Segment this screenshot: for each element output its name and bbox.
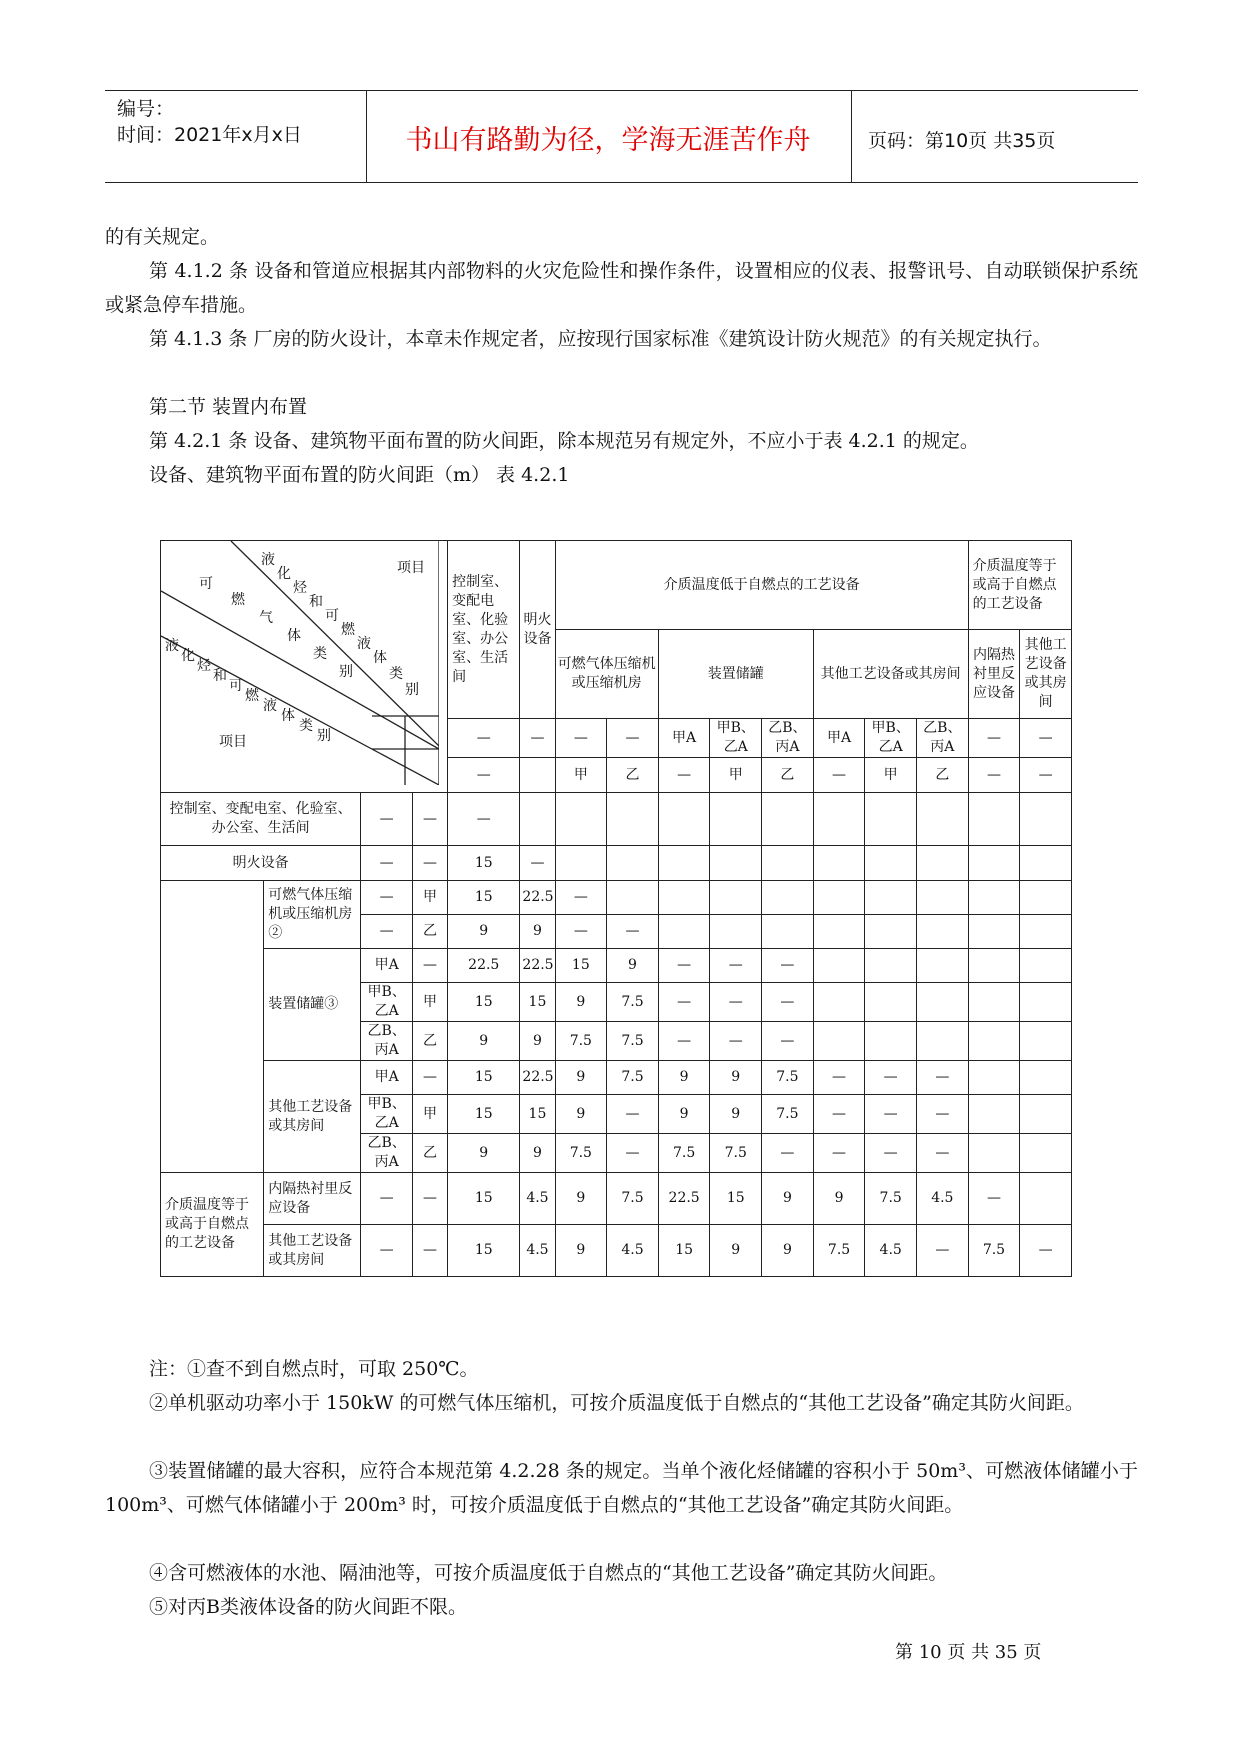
row-1-class-b: — — [413, 846, 448, 881]
row-6-value-4: — — [658, 1022, 710, 1061]
table-grid — [160, 540, 1072, 1277]
row-sub-11: 其他工艺设备或其房间 — [264, 1225, 361, 1277]
row-4-value-6: — — [762, 949, 814, 983]
row-11-value-11: — — [1020, 1225, 1072, 1277]
row-3-value-0: 9 — [448, 915, 520, 949]
corner-diag-b1: 化 — [277, 566, 291, 582]
row-11-class-b: — — [413, 1225, 448, 1277]
row-sub-2: 可燃气体压缩机或压缩机房② — [264, 881, 361, 949]
row-4-value-2: 15 — [555, 949, 607, 983]
corner-diag-c5: 燃 — [245, 688, 259, 704]
row-1-value-10 — [968, 846, 1020, 881]
corner-diag-a4: 类 — [313, 646, 327, 662]
row-1-value-1: — — [520, 846, 555, 881]
row-9-value-0: 9 — [448, 1134, 520, 1173]
row-4-value-4: — — [658, 949, 710, 983]
row-6-value-1: 9 — [520, 1022, 555, 1061]
row-3-value-1: 9 — [520, 915, 555, 949]
row-4-class-a: 甲A — [361, 949, 413, 983]
header-class-b-8: 甲 — [865, 758, 917, 793]
row-7-value-10 — [968, 1061, 1020, 1095]
row-0-value-4 — [658, 793, 710, 846]
row-10-value-10: — — [968, 1173, 1020, 1225]
row-2-value-6 — [762, 881, 814, 915]
row-10-class-a: — — [361, 1173, 413, 1225]
row-sub-10: 内隔热衬里反应设备 — [264, 1173, 361, 1225]
corner-diag-c6: 液 — [263, 698, 277, 714]
row-8-value-7: — — [813, 1095, 865, 1134]
row-2-value-0: 15 — [448, 881, 520, 915]
row-7-value-5: 9 — [710, 1061, 762, 1095]
header-class-a-2: — — [555, 719, 607, 758]
row-5-value-4: — — [658, 983, 710, 1022]
row-9-class-b: 乙 — [413, 1134, 448, 1173]
row-10-value-1: 4.5 — [520, 1173, 555, 1225]
row-3-value-11 — [1020, 915, 1072, 949]
header-class-a-8: 甲B、乙A — [865, 719, 917, 758]
row-10-value-6: 9 — [762, 1173, 814, 1225]
row-10-value-0: 15 — [448, 1173, 520, 1225]
header-divider-right — [851, 90, 852, 182]
row-2-value-5 — [710, 881, 762, 915]
row-4-value-0: 22.5 — [448, 949, 520, 983]
corner-diag-c4: 可 — [229, 678, 243, 694]
row-0-value-9 — [917, 793, 969, 846]
row-9-value-2: 7.5 — [555, 1134, 607, 1173]
row-4-value-11 — [1020, 949, 1072, 983]
row-3-value-10 — [968, 915, 1020, 949]
header-class-a-7: 甲A — [813, 719, 865, 758]
header-bottom-rule — [105, 182, 1138, 183]
row-10-value-2: 9 — [555, 1173, 607, 1225]
row-2-value-11 — [1020, 881, 1072, 915]
row-sub-4: 装置储罐③ — [264, 949, 361, 1061]
header-class-b-5: 甲 — [710, 758, 762, 793]
corner-diag-c3: 和 — [213, 668, 227, 684]
note-5: ⑤对丙B类液体设备的防火间距不限。 — [149, 1596, 467, 1618]
row-6-value-5: — — [710, 1022, 762, 1061]
row-6-value-2: 7.5 — [555, 1022, 607, 1061]
row-2-value-1: 22.5 — [520, 881, 555, 915]
row-11-value-0: 15 — [448, 1225, 520, 1277]
row-label-0: 控制室、变配电室、化验室、办公室、生活间 — [161, 793, 361, 846]
row-5-class-a: 甲B、乙A — [361, 983, 413, 1022]
note-1: 注：①查不到自燃点时，可取 250℃。 — [149, 1358, 479, 1380]
paragraph-continuation: 的有关规定。 — [105, 226, 220, 248]
header-class-b-11: — — [1020, 758, 1072, 793]
note-3: ③装置储罐的最大容积，应符合本规范第 4.2.28 条的规定。当单个液化烃储罐的容积小于 50m³、可燃液体储罐小于 100m³、可燃气体储罐小于 200m³ 时，可按介质温度低于自燃点的“其他工艺设备”确定其防火间距。 — [105, 1460, 1138, 1516]
row-2-value-9 — [917, 881, 969, 915]
row-9-value-11 — [1020, 1134, 1072, 1173]
row-5-value-6: — — [762, 983, 814, 1022]
row-5-value-8 — [865, 983, 917, 1022]
row-0-value-10 — [968, 793, 1020, 846]
row-3-class-a: — — [361, 915, 413, 949]
header-class-a-6: 乙B、丙A — [762, 719, 814, 758]
row-8-value-1: 15 — [520, 1095, 555, 1134]
header-class-b-7: — — [813, 758, 865, 793]
row-1-value-4 — [658, 846, 710, 881]
row-5-value-1: 15 — [520, 983, 555, 1022]
row-1-value-8 — [865, 846, 917, 881]
row-5-value-2: 9 — [555, 983, 607, 1022]
row-8-value-10 — [968, 1095, 1020, 1134]
row-5-value-5: — — [710, 983, 762, 1022]
corner-diag-c2: 烃 — [197, 658, 211, 674]
row-9-value-10 — [968, 1134, 1020, 1173]
corner-diag-a5: 别 — [339, 664, 353, 680]
row-4-value-3: 9 — [607, 949, 659, 983]
col-header-compressor: 可燃气体压缩机或压缩机房 — [555, 630, 658, 719]
row-9-value-1: 9 — [520, 1134, 555, 1173]
page-footer: 第 10 页 共 35 页 — [895, 1642, 1042, 1663]
corner-diag-c1: 化 — [181, 648, 195, 664]
row-1-value-2 — [555, 846, 607, 881]
corner-diag-b8: 类 — [389, 666, 403, 682]
header-class-a-9: 乙B、丙A — [917, 719, 969, 758]
row-8-value-3: — — [607, 1095, 659, 1134]
header-class-a-5: 甲B、乙A — [710, 719, 762, 758]
header-class-a-10: — — [968, 719, 1020, 758]
header-class-b-4: — — [658, 758, 710, 793]
col-header-other: 其他工艺设备或其房间 — [813, 630, 968, 719]
header-class-a-11: — — [1020, 719, 1072, 758]
row-0-value-2 — [555, 793, 607, 846]
corner-diag-b2: 烃 — [293, 580, 307, 596]
header-class-b-0: — — [448, 758, 520, 793]
row-group-2 — [161, 881, 264, 1173]
row-6-value-0: 9 — [448, 1022, 520, 1061]
row-0-value-7 — [813, 793, 865, 846]
row-10-value-7: 9 — [813, 1173, 865, 1225]
header-class-a-4: 甲A — [658, 719, 710, 758]
row-6-value-11 — [1020, 1022, 1072, 1061]
row-10-value-5: 15 — [710, 1173, 762, 1225]
row-0-value-5 — [710, 793, 762, 846]
row-7-class-a: 甲A — [361, 1061, 413, 1095]
header-class-b-2: 甲 — [555, 758, 607, 793]
row-8-value-2: 9 — [555, 1095, 607, 1134]
row-3-value-5 — [710, 915, 762, 949]
section-heading: 第二节 装置内布置 — [149, 396, 308, 418]
corner-diag-c0: 液 — [165, 638, 179, 654]
row-10-value-4: 22.5 — [658, 1173, 710, 1225]
row-2-value-8 — [865, 881, 917, 915]
row-7-class-b: — — [413, 1061, 448, 1095]
paragraph-4-2-1: 第 4.2.1 条 设备、建筑物平面布置的防火间距，除本规范另有规定外，不应小于表 4.2.1 的规定。 — [149, 430, 979, 452]
row-7-value-11 — [1020, 1061, 1072, 1095]
header-page-label: 页码：第10页 共35页 — [868, 130, 1056, 152]
row-9-value-9: — — [917, 1134, 969, 1173]
fire-distance-table — [160, 540, 1072, 1270]
row-8-value-6: 7.5 — [762, 1095, 814, 1134]
corner-diag-b3: 和 — [309, 594, 323, 610]
row-9-value-4: 7.5 — [658, 1134, 710, 1173]
row-8-class-a: 甲B、乙A — [361, 1095, 413, 1134]
row-10-value-11 — [1020, 1173, 1072, 1225]
row-8-value-0: 15 — [448, 1095, 520, 1134]
row-10-value-9: 4.5 — [917, 1173, 969, 1225]
row-2-value-2: — — [555, 881, 607, 915]
row-2-class-b: 甲 — [413, 881, 448, 915]
row-2-value-7 — [813, 881, 865, 915]
row-3-value-4 — [658, 915, 710, 949]
row-7-value-1: 22.5 — [520, 1061, 555, 1095]
header-class-a-1: — — [520, 719, 555, 758]
header-time-label: 时间：2021年x月x日 — [117, 124, 302, 146]
row-7-value-6: 7.5 — [762, 1061, 814, 1095]
row-6-value-10 — [968, 1022, 1020, 1061]
row-7-value-3: 7.5 — [607, 1061, 659, 1095]
row-3-value-8 — [865, 915, 917, 949]
row-3-class-b: 乙 — [413, 915, 448, 949]
row-10-value-8: 7.5 — [865, 1173, 917, 1225]
row-2-value-3 — [607, 881, 659, 915]
row-9-value-7: — — [813, 1134, 865, 1173]
row-group-10: 介质温度等于或高于自燃点的工艺设备 — [161, 1173, 264, 1277]
row-11-value-4: 15 — [658, 1225, 710, 1277]
row-8-value-4: 9 — [658, 1095, 710, 1134]
row-1-value-0: 15 — [448, 846, 520, 881]
col-header-other-high: 其他工艺设备或其房间 — [1020, 630, 1072, 719]
note-2: ②单机驱动功率小于 150kW 的可燃气体压缩机，可按介质温度低于自燃点的“其他工艺设备”确定其防火间距。 — [149, 1392, 1084, 1414]
row-5-class-b: 甲 — [413, 983, 448, 1022]
corner-diag-c7: 体 — [281, 708, 295, 724]
row-0-value-1 — [520, 793, 555, 846]
table-caption: 设备、建筑物平面布置的防火间距（m） 表 4.2.1 — [149, 464, 570, 486]
row-5-value-7 — [813, 983, 865, 1022]
row-4-value-8 — [865, 949, 917, 983]
row-7-value-4: 9 — [658, 1061, 710, 1095]
paragraph-4-1-2: 第 4.1.2 条 设备和管道应根据其内部物料的火灾危险性和操作条件，设置相应的仪表、报警讯号、自动联锁保护系统或紧急停车措施。 — [105, 260, 1138, 316]
header-class-b-9: 乙 — [917, 758, 969, 793]
row-0-value-8 — [865, 793, 917, 846]
row-2-value-10 — [968, 881, 1020, 915]
row-9-value-5: 7.5 — [710, 1134, 762, 1173]
row-3-value-7 — [813, 915, 865, 949]
row-0-value-3 — [607, 793, 659, 846]
header-class-a-3: — — [607, 719, 659, 758]
col-header-control-room: 控制室、变配电室、化验室、办公室、生活间 — [448, 541, 520, 719]
row-11-value-9: — — [917, 1225, 969, 1277]
header-divider-left — [366, 90, 367, 182]
row-11-value-2: 9 — [555, 1225, 607, 1277]
table-corner-cell — [161, 541, 448, 793]
header-number-label: 编号： — [117, 98, 175, 120]
row-11-value-6: 9 — [762, 1225, 814, 1277]
row-5-value-10 — [968, 983, 1020, 1022]
corner-item-bottom: 项目 — [219, 734, 247, 750]
row-6-value-8 — [865, 1022, 917, 1061]
row-0-value-11 — [1020, 793, 1072, 846]
row-4-value-10 — [968, 949, 1020, 983]
header-class-b-1 — [520, 758, 555, 793]
row-4-value-7 — [813, 949, 865, 983]
corner-diag-c8: 类 — [299, 718, 313, 734]
header-top-rule — [105, 90, 1138, 91]
header-class-b-10: — — [968, 758, 1020, 793]
row-7-value-0: 15 — [448, 1061, 520, 1095]
header-motto: 书山有路勤为径，学海无涯苦作舟 — [405, 125, 811, 156]
col-header-group-high: 介质温度等于或高于自燃点的工艺设备 — [968, 541, 1071, 630]
corner-item-top: 项目 — [397, 560, 425, 576]
row-10-value-3: 7.5 — [607, 1173, 659, 1225]
row-3-value-6 — [762, 915, 814, 949]
row-8-class-b: 甲 — [413, 1095, 448, 1134]
row-5-value-9 — [917, 983, 969, 1022]
row-0-class-b: — — [413, 793, 448, 846]
row-8-value-11 — [1020, 1095, 1072, 1134]
row-7-value-8: — — [865, 1061, 917, 1095]
row-7-value-9: — — [917, 1061, 969, 1095]
row-1-value-11 — [1020, 846, 1072, 881]
row-11-value-8: 4.5 — [865, 1225, 917, 1277]
corner-diag-a2: 气 — [259, 610, 273, 626]
row-11-value-1: 4.5 — [520, 1225, 555, 1277]
col-header-group-low: 介质温度低于自燃点的工艺设备 — [555, 541, 968, 630]
corner-diag-a1: 燃 — [231, 592, 245, 608]
row-9-value-6: — — [762, 1134, 814, 1173]
row-1-value-7 — [813, 846, 865, 881]
row-1-value-5 — [710, 846, 762, 881]
row-1-value-3 — [607, 846, 659, 881]
row-1-value-9 — [917, 846, 969, 881]
row-11-value-3: 4.5 — [607, 1225, 659, 1277]
row-5-value-0: 15 — [448, 983, 520, 1022]
corner-diag-b6: 液 — [357, 636, 371, 652]
corner-diag-b4: 可 — [325, 608, 339, 624]
row-6-class-a: 乙B、丙A — [361, 1022, 413, 1061]
row-9-class-a: 乙B、丙A — [361, 1134, 413, 1173]
header-class-a-0: — — [448, 719, 520, 758]
header-class-b-3: 乙 — [607, 758, 659, 793]
corner-diag-b0: 液 — [261, 552, 275, 568]
row-3-value-9 — [917, 915, 969, 949]
row-11-value-7: 7.5 — [813, 1225, 865, 1277]
paragraph-4-1-3: 第 4.1.3 条 厂房的防火设计，本章未作规定者，应按现行国家标准《建筑设计防火规范》的有关规定执行。 — [149, 328, 1052, 350]
row-1-class-a: — — [361, 846, 413, 881]
corner-diag-b9: 别 — [405, 682, 419, 698]
corner-diag-b5: 燃 — [341, 622, 355, 638]
col-header-lined: 内隔热衬里反应设备 — [968, 630, 1020, 719]
row-6-value-9 — [917, 1022, 969, 1061]
row-9-value-8: — — [865, 1134, 917, 1173]
row-4-value-1: 22.5 — [520, 949, 555, 983]
corner-diag-a0: 可 — [199, 576, 213, 592]
row-2-value-4 — [658, 881, 710, 915]
row-6-value-7 — [813, 1022, 865, 1061]
row-4-value-9 — [917, 949, 969, 983]
row-8-value-8: — — [865, 1095, 917, 1134]
row-4-value-5: — — [710, 949, 762, 983]
row-2-class-a: — — [361, 881, 413, 915]
corner-diag-b7: 体 — [373, 650, 387, 666]
row-9-value-3: — — [607, 1134, 659, 1173]
row-8-value-9: — — [917, 1095, 969, 1134]
note-4: ④含可燃液体的水池、隔油池等，可按介质温度低于自燃点的“其他工艺设备”确定其防火间距。 — [149, 1562, 948, 1584]
row-10-class-b: — — [413, 1173, 448, 1225]
row-3-value-3: — — [607, 915, 659, 949]
row-6-value-6: — — [762, 1022, 814, 1061]
row-3-value-2: — — [555, 915, 607, 949]
row-0-class-a: — — [361, 793, 413, 846]
corner-diag-a3: 体 — [287, 628, 301, 644]
row-7-value-7: — — [813, 1061, 865, 1095]
row-5-value-3: 7.5 — [607, 983, 659, 1022]
row-7-value-2: 9 — [555, 1061, 607, 1095]
row-sub-7: 其他工艺设备或其房间 — [264, 1061, 361, 1173]
row-0-value-0: — — [448, 793, 520, 846]
row-8-value-5: 9 — [710, 1095, 762, 1134]
corner-diag-c9: 别 — [317, 728, 331, 744]
header-class-b-6: 乙 — [762, 758, 814, 793]
row-11-value-5: 9 — [710, 1225, 762, 1277]
row-1-value-6 — [762, 846, 814, 881]
row-6-value-3: 7.5 — [607, 1022, 659, 1061]
row-4-class-b: — — [413, 949, 448, 983]
row-11-class-a: — — [361, 1225, 413, 1277]
row-6-class-b: 乙 — [413, 1022, 448, 1061]
row-0-value-6 — [762, 793, 814, 846]
col-header-tank: 装置储罐 — [658, 630, 813, 719]
row-label-1: 明火设备 — [161, 846, 361, 881]
col-header-open-fire: 明火设备 — [520, 541, 555, 719]
row-11-value-10: 7.5 — [968, 1225, 1020, 1277]
row-5-value-11 — [1020, 983, 1072, 1022]
